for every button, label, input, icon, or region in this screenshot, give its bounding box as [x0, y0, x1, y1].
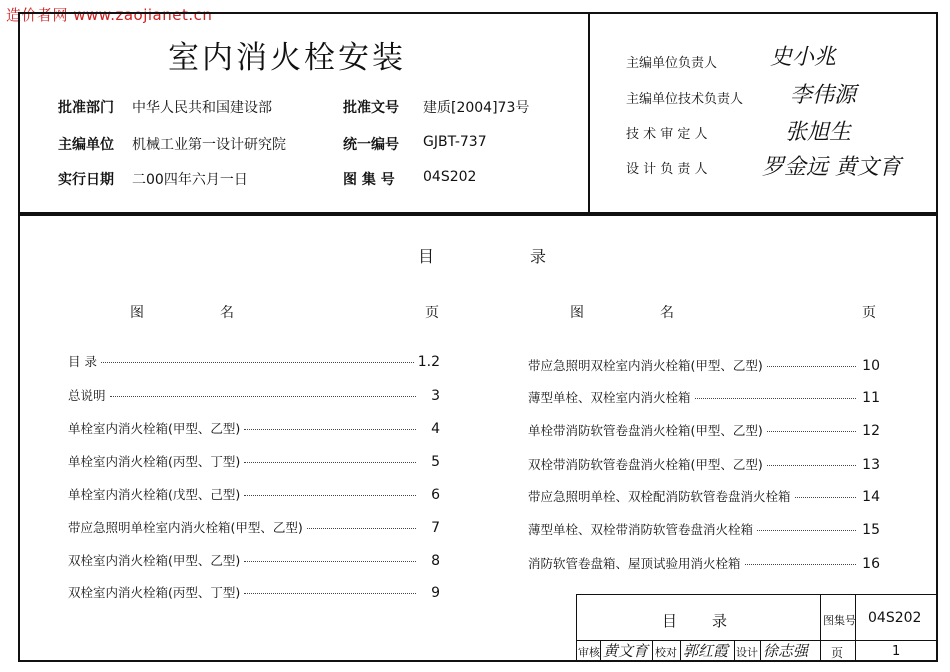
leader-dots — [307, 528, 416, 529]
meta-label-approver: 批准部门 — [58, 100, 114, 116]
signatory-role-reviewer: 技 术 审 定 人 — [626, 127, 708, 142]
title-block-vline — [600, 640, 601, 662]
toc-row-title: 单栓室内消火栓箱(戊型、己型) — [68, 487, 241, 502]
toc-row-page: 9 — [431, 585, 440, 601]
toc-row-title: 单栓室内消火栓箱(甲型、乙型) — [68, 421, 241, 436]
toc-row — [68, 583, 440, 601]
leader-dots — [244, 429, 416, 430]
leader-dots — [757, 530, 856, 531]
meta-label-atlas-no: 图 集 号 — [343, 172, 395, 188]
leader-dots — [244, 561, 416, 562]
toc-row — [68, 551, 440, 569]
header-signature-box — [588, 12, 938, 214]
toc-row — [68, 419, 440, 437]
col-header-name-left-2: 名 — [220, 305, 234, 321]
signature-tech: 李伟源 — [790, 83, 857, 108]
toc-row — [68, 518, 440, 536]
title-block-vline — [680, 640, 681, 662]
page-label: 页 — [831, 646, 844, 660]
meta-value-editor: 机械工业第一设计研究院 — [132, 137, 286, 153]
title-block-vline — [855, 594, 856, 662]
meta-label-effective-date: 实行日期 — [58, 172, 114, 188]
toc-row-title: 带应急照明双栓室内消火栓箱(甲型、乙型) — [528, 358, 763, 373]
toc-row-title: 带应急照明单栓室内消火栓箱(甲型、乙型) — [68, 520, 303, 535]
design-label: 设计 — [736, 646, 758, 659]
design-signature: 徐志强 — [763, 642, 809, 660]
toc-row — [68, 485, 440, 503]
title-block-vline — [734, 640, 735, 662]
toc-row — [528, 554, 880, 572]
col-header-page-left: 页 — [425, 305, 439, 321]
toc-row-title: 薄型单栓、双栓室内消火栓箱 — [528, 390, 691, 405]
toc-row-title: 双栓带消防软管卷盘消火栓箱(甲型、乙型) — [528, 457, 763, 472]
toc-row-title: 单栓带消防软管卷盘消火栓箱(甲型、乙型) — [528, 423, 763, 438]
toc-row-page: 10 — [862, 358, 880, 374]
meta-label-editor: 主编单位 — [58, 137, 114, 153]
title-block-vline — [652, 640, 653, 662]
meta-value-effective-date: 二00四年六月一日 — [132, 172, 248, 188]
toc-row — [68, 386, 440, 404]
page-number: 1 — [892, 644, 901, 659]
meta-value-approval-no: 建质[2004]73号 — [423, 100, 530, 116]
toc-row-page: 12 — [862, 423, 880, 439]
leader-dots — [795, 497, 856, 498]
toc-heading-char-1: 目 — [418, 247, 435, 266]
toc-row — [528, 421, 880, 439]
toc-row-page: 7 — [431, 520, 440, 536]
check-signature: 郭红霞 — [683, 642, 729, 660]
watermark-text: 造价者网 www.zaojianet.cn — [6, 6, 213, 24]
toc-row — [528, 520, 880, 538]
toc-row — [68, 452, 440, 470]
toc-row-title: 带应急照明单栓、双栓配消防软管卷盘消火栓箱 — [528, 489, 791, 504]
sheet-title-char-1: 目 — [662, 612, 678, 630]
leader-dots — [767, 431, 856, 432]
leader-dots — [244, 495, 416, 496]
leader-dots — [767, 465, 856, 466]
toc-row-page: 15 — [862, 522, 880, 538]
leader-dots — [101, 362, 414, 363]
signature-chief: 史小兆 — [770, 45, 837, 70]
toc-row — [68, 352, 440, 370]
document-title: 室内消火栓安装 — [168, 40, 406, 76]
leader-dots — [244, 593, 416, 594]
toc-row-page: 1.2 — [417, 354, 440, 370]
review-label: 审核 — [578, 646, 600, 659]
toc-row-title: 单栓室内消火栓箱(丙型、丁型) — [68, 454, 241, 469]
toc-row-page: 3 — [431, 388, 440, 404]
atlas-no-value: 04S202 — [868, 610, 922, 626]
leader-dots — [767, 366, 856, 367]
toc-row-page: 8 — [431, 553, 440, 569]
leader-dots — [244, 462, 416, 463]
toc-heading-char-2: 录 — [530, 247, 547, 266]
toc-row-title: 双栓室内消火栓箱(甲型、乙型) — [68, 553, 241, 568]
toc-row-title: 消防软管卷盘箱、屋顶试验用消火栓箱 — [528, 556, 741, 571]
leader-dots — [110, 396, 416, 397]
col-header-page-right: 页 — [862, 305, 876, 321]
check-label: 校对 — [655, 646, 677, 659]
col-header-name-right-2: 名 — [660, 305, 674, 321]
signatory-role-designer: 设 计 负 责 人 — [626, 162, 708, 177]
toc-row-page: 11 — [862, 390, 880, 406]
meta-label-unified-no: 统一编号 — [343, 137, 399, 153]
atlas-no-label: 图集号 — [823, 614, 856, 627]
toc-row-page: 6 — [431, 487, 440, 503]
toc-row-page: 4 — [431, 421, 440, 437]
sheet-title-char-2: 录 — [712, 612, 728, 630]
toc-row-title: 薄型单栓、双栓带消防软管卷盘消火栓箱 — [528, 522, 754, 537]
title-block-vline — [820, 594, 821, 662]
col-header-name-left-1: 图 — [130, 305, 144, 321]
title-block-vline — [760, 640, 761, 662]
leader-dots — [745, 564, 856, 565]
toc-row — [528, 487, 880, 505]
toc-row-page: 14 — [862, 489, 880, 505]
meta-value-unified-no: GJBT-737 — [423, 134, 487, 150]
toc-row-page: 5 — [431, 454, 440, 470]
signature-reviewer: 张旭生 — [785, 120, 852, 145]
signatory-role-chief: 主编单位负责人 — [626, 56, 718, 71]
signature-designer: 罗金远 黄文育 — [762, 155, 901, 180]
toc-row — [528, 388, 880, 406]
signatory-role-tech: 主编单位技术负责人 — [626, 92, 744, 107]
leader-dots — [695, 398, 856, 399]
toc-row-title: 双栓室内消火栓箱(丙型、丁型) — [68, 585, 241, 600]
toc-row-title: 目 录 — [68, 354, 97, 369]
meta-value-atlas-no: 04S202 — [423, 169, 477, 185]
col-header-name-right-1: 图 — [570, 305, 584, 321]
review-signature: 黄文育 — [603, 642, 649, 660]
meta-label-approval-no: 批准文号 — [343, 100, 399, 116]
toc-row-page: 13 — [862, 457, 880, 473]
toc-row — [528, 455, 880, 473]
toc-row — [528, 356, 880, 374]
toc-row-title: 总说明 — [68, 388, 106, 403]
meta-value-approver: 中华人民共和国建设部 — [132, 100, 272, 116]
toc-row-page: 16 — [862, 556, 880, 572]
